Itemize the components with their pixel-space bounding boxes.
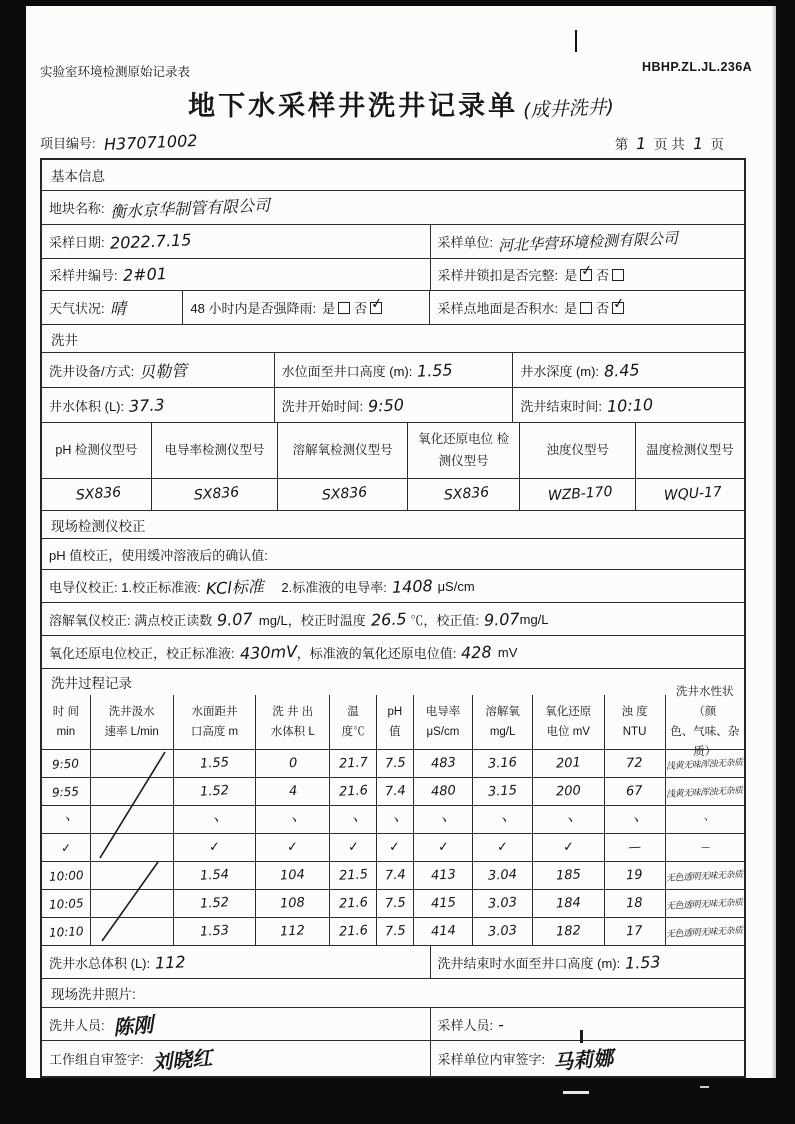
page-post: 页: [710, 137, 724, 152]
instrument-value-1: SX836: [151, 479, 277, 510]
lock-cell: [430, 259, 744, 290]
process-cell-r1-c0: 9:55: [52, 783, 80, 800]
process-cell-r3-c9: —: [604, 834, 665, 861]
well-volume-label: 井水体积 (L):: [49, 398, 125, 414]
row-basic-section: [42, 160, 744, 190]
process-header-1: 洗井汲水 速率 L/min: [90, 695, 173, 749]
process-section-title: 洗井过程记录: [51, 676, 132, 691]
process-cell-r5-c0: 10:05: [48, 895, 84, 912]
page-number: 1: [635, 133, 647, 154]
process-cell-r1-c8: 200: [532, 778, 604, 805]
process-header-3: 洗 井 出 水体积 L: [255, 695, 329, 749]
internal-review-signature: 马莉娜: [552, 1045, 615, 1075]
page-count: [613, 133, 726, 153]
process-cell-r5-c6: 415: [413, 890, 473, 917]
do-mid: mg/L，校正时温度: [258, 612, 366, 628]
process-row-3: [42, 833, 744, 861]
process-cell-r0-c4: 21.7: [329, 750, 376, 777]
process-row-1: [42, 777, 744, 805]
process-cell-r6-c2: 1.53: [173, 918, 256, 945]
rain-yes-checkbox: [338, 302, 350, 314]
form-code: HBHP.ZL.JL.236A: [642, 60, 752, 74]
water-head-label: 水位面至井口高度 (m):: [281, 363, 413, 379]
process-cell-r1-c7: 3.15: [472, 778, 532, 805]
record-form: [40, 158, 746, 1078]
process-cell-r3-c5: ✓: [376, 834, 413, 861]
yes-label: 是: [322, 301, 336, 316]
row-volume-times: [42, 387, 744, 422]
process-cell-r1-c2: 1.52: [173, 778, 256, 805]
process-cell-r5-c2: 1.52: [173, 890, 256, 917]
process-cell-r2-c7: 丶: [472, 806, 532, 833]
process-cell-r6-c3: 112: [255, 918, 329, 945]
process-header-row: [42, 685, 744, 759]
cond-value: 1408: [391, 575, 433, 597]
instrument-value-2: SX836: [277, 479, 407, 510]
yes-label: 是: [564, 301, 578, 316]
weather-value: 晴: [109, 298, 127, 319]
row-total-volume: [42, 945, 744, 978]
row-personnel: [42, 1007, 744, 1040]
photo-label: 现场洗井照片:: [51, 987, 136, 1002]
start-time-value: 9:50: [367, 394, 405, 416]
self-review-signature: 刘晓红: [150, 1045, 213, 1075]
instrument-header-0: pH 检测仪型号: [55, 442, 138, 457]
weather-label: 天气状况:: [49, 301, 105, 316]
instrument-header-2: 溶解氧检测仪型号: [277, 423, 407, 478]
page-pre: 第: [614, 137, 629, 152]
process-cell-r3-c2: ✓: [173, 834, 256, 861]
process-body: [42, 749, 744, 945]
row-photo: [42, 978, 744, 1007]
process-row-0: [42, 749, 744, 777]
process-cell-r2-c8: 丶: [532, 806, 604, 833]
process-cell-r4-c8: 185: [532, 862, 604, 889]
row-process-section: [42, 668, 744, 695]
water-head-value: 1.55: [416, 359, 454, 381]
check-mark: ✓: [612, 294, 626, 313]
total-volume-value: 112: [154, 951, 187, 973]
well-volume-cell: [42, 388, 274, 422]
process-cell-r5-c9: 18: [604, 890, 665, 917]
process-cell-r2-c0: 丶: [59, 812, 73, 828]
ponding-no-checkbox: [612, 294, 626, 314]
process-header-8: 氧化还原 电位 mV: [532, 695, 604, 749]
process-cell-r0-c2: 1.55: [173, 750, 256, 777]
process-cell-r2-c2: 丶: [173, 806, 256, 833]
check-mark: ✓: [580, 261, 594, 280]
process-header-9: 浊 度 NTU: [604, 695, 665, 749]
do-unit: mg/L: [519, 611, 549, 627]
do-reading: 9.07: [216, 608, 254, 630]
process-cell-r5-c8: 184: [532, 890, 604, 917]
process-header-7: 溶解氧 mg/L: [472, 695, 532, 749]
wash-section-title: 洗井: [51, 332, 78, 348]
rain-cell: [182, 291, 429, 324]
sampler-label: 采样人员:: [437, 1017, 494, 1033]
water-head-cell: [274, 353, 513, 387]
instrument-value-0: SX836: [75, 484, 122, 504]
row-ph-calibration: [42, 538, 744, 569]
process-cell-r1-c5: 7.4: [376, 778, 413, 805]
instrument-header-1: 电导率检测仪型号: [151, 423, 277, 478]
well-volume-value: 37.3: [128, 394, 166, 416]
process-cell-r4-c2: 1.54: [173, 862, 256, 889]
page-total: 1: [692, 133, 704, 154]
do-mid2: ℃，校正值:: [410, 612, 480, 628]
internal-review-cell: [430, 1041, 744, 1076]
row-do-calibration: [42, 602, 744, 635]
process-cell-r3-c8: ✓: [532, 834, 604, 861]
process-cell-r6-c6: 414: [413, 918, 473, 945]
process-cell-r4-c9: 19: [604, 862, 665, 889]
process-cell-r3-c7: ✓: [472, 834, 532, 861]
process-cell-r5-c4: 21.6: [329, 890, 376, 917]
lock-label: 采样井锁扣是否完整:: [437, 268, 559, 283]
page-mid: 页 共: [654, 137, 685, 152]
process-cell-r0-c5: 7.5: [376, 750, 413, 777]
process-cell-r6-c10: 无色透明无味无杂质: [665, 918, 744, 945]
row-conductivity-calibration: [42, 569, 744, 602]
process-cell-r6-c7: 3.03: [472, 918, 532, 945]
depth-value: 8.45: [603, 359, 641, 381]
process-table: [42, 685, 744, 945]
process-row-4: [42, 861, 744, 889]
process-cell-r6-c9: 17: [604, 918, 665, 945]
total-volume-label: 洗井水总体积 (L):: [49, 955, 151, 971]
conductivity-calibration-cell: [42, 570, 744, 602]
well-number-label: 采样井编号:: [49, 268, 118, 283]
basic-section-title: 基本信息: [51, 169, 105, 184]
process-cell-r6-c8: 182: [532, 918, 604, 945]
process-cell-r3-c1: [90, 834, 173, 861]
process-cell-r2-c9: 丶: [604, 806, 665, 833]
process-header-2: 水面距井 口高度 m: [173, 695, 256, 749]
instrument-header-row: [42, 422, 744, 478]
sampler-signature: -: [497, 1014, 505, 1034]
scan-speck: [563, 1091, 589, 1094]
process-cell-r0-c1: [90, 750, 173, 777]
end-head-label: 洗井结束时水面至井口高度 (m):: [437, 955, 621, 971]
page-title: 地下水采样井洗井记录单: [188, 91, 519, 121]
end-time-cell: [512, 388, 744, 422]
cond-mid: 2.标准液的电导率:: [281, 579, 387, 595]
process-cell-r1-c1: [90, 778, 173, 805]
project-number-value: H37071002: [104, 130, 199, 155]
process-cell-r0-c7: 3.16: [472, 750, 532, 777]
row-weather: [42, 290, 744, 324]
end-head-value: 1.53: [624, 951, 662, 973]
process-cell-r3-c10: —: [665, 834, 744, 861]
row-device: [42, 352, 744, 387]
process-cell-r4-c1: [90, 862, 173, 889]
do-value: 9.07: [483, 608, 521, 630]
date-value: 2022.7.15: [109, 230, 192, 253]
process-cell-r2-c5: 丶: [376, 806, 413, 833]
cond-unit: μS/cm: [437, 578, 475, 594]
internal-review-label: 采样单位内审签字:: [437, 1052, 546, 1067]
process-cell-r4-c3: 104: [255, 862, 329, 889]
ph-calibration-cell: [42, 539, 744, 569]
process-cell-r2-c4: 丶: [329, 806, 376, 833]
orp-unit: mV: [497, 644, 518, 660]
row-signatures: [42, 1040, 744, 1076]
unit-value: 河北华营环境检测有限公司: [497, 229, 679, 255]
process-header-4: 温 度℃: [329, 695, 376, 749]
process-cell-r3-c3: ✓: [255, 834, 329, 861]
rain-no-checkbox: [370, 294, 384, 314]
process-cell-r3-c4: ✓: [329, 834, 376, 861]
device-cell: [42, 353, 274, 387]
process-cell-r5-c5: 7.5: [376, 890, 413, 917]
instrument-header-5: 温度检测仪型号: [635, 423, 744, 478]
scan-speck: [700, 1086, 709, 1088]
process-cell-r0-c8: 201: [532, 750, 604, 777]
scan-artifact-tick: [575, 30, 577, 52]
do-pre: 溶解氧仪校正: 满点校正读数: [49, 612, 213, 628]
instrument-header-3: 氧化还原电位 检测仪型号: [407, 423, 519, 478]
start-time-cell: [274, 388, 513, 422]
process-cell-r1-c3: 4: [255, 778, 329, 805]
end-head-cell: [430, 946, 744, 978]
process-cell-r2-c1: [90, 806, 173, 833]
process-cell-r0-c0: 9:50: [52, 755, 80, 772]
row-well-lock: [42, 258, 744, 290]
calibration-section-title: 现场检测仪校正: [51, 518, 146, 534]
title-handnote: (成井洗井): [522, 96, 615, 122]
process-cell-r4-c5: 7.4: [376, 862, 413, 889]
process-cell-r0-c6: 483: [413, 750, 473, 777]
process-cell-r2-c6: 丶: [413, 806, 473, 833]
form-name: 实验室环境检测原始记录表: [40, 65, 191, 79]
process-cell-r1-c10: 浅黄无味浑浊无杂质: [665, 778, 744, 805]
sampler-cell: [430, 1008, 744, 1040]
process-row-5: [42, 889, 744, 917]
start-time-label: 洗井开始时间:: [281, 398, 364, 414]
depth-label: 井水深度 (m):: [520, 363, 600, 379]
orp-mid: ，标准液的氧化还原电位值:: [296, 645, 457, 661]
well-number-value: 2#01: [122, 264, 167, 285]
process-cell-r4-c10: 无色透明无味无杂质: [665, 862, 744, 889]
process-cell-r4-c6: 413: [413, 862, 473, 889]
instrument-value-5: WQU-17: [635, 479, 744, 510]
ponding-label: 采样点地面是否积水:: [437, 301, 559, 316]
process-cell-r0-c9: 72: [604, 750, 665, 777]
project-number-label: 项目编号:: [40, 136, 96, 151]
self-review-label: 工作组自审签字:: [49, 1052, 144, 1067]
process-cell-r6-c0: 10:10: [48, 923, 84, 940]
yes-label: 是: [564, 268, 578, 283]
process-cell-r5-c1: [90, 890, 173, 917]
site-cell: [42, 191, 744, 224]
process-cell-r3-c6: ✓: [413, 834, 473, 861]
orp-calibration-cell: [42, 636, 744, 668]
instrument-value-row: [42, 478, 744, 510]
unit-label: 采样单位:: [437, 235, 494, 250]
depth-cell: [512, 353, 744, 387]
process-cell-r6-c5: 7.5: [376, 918, 413, 945]
washer-cell: [42, 1008, 430, 1040]
process-row-2: [42, 805, 744, 833]
row-calibration-section: [42, 510, 744, 538]
title-block: [26, 84, 776, 123]
process-header-10: 洗井水性状（颜 色、气味、杂质）: [665, 695, 744, 749]
instrument-header-4: 浊度仪型号: [519, 423, 635, 478]
no-label: 否: [596, 301, 610, 316]
no-label: 否: [596, 268, 610, 283]
date-cell: [42, 225, 430, 258]
process-cell-r2-c3: 丶: [255, 806, 329, 833]
no-label: 否: [354, 301, 368, 316]
process-header-5: pH 值: [376, 695, 413, 749]
process-cell-r4-c0: 10:00: [48, 867, 84, 884]
instrument-value-4: WZB-170: [519, 479, 635, 510]
process-cell-r3-c0: ✓: [60, 840, 72, 855]
project-number-line: [40, 130, 199, 155]
weather-cell: [42, 291, 182, 324]
rain-label: 48 小时内是否强降雨:: [190, 301, 317, 316]
site-value: 衡水京华制管有限公司: [109, 195, 271, 222]
ponding-yes-checkbox: [580, 302, 592, 314]
lock-no-checkbox: [612, 269, 624, 281]
end-time-label: 洗井结束时间:: [520, 398, 602, 414]
ph-calibration-text: pH 值校正，使用缓冲溶液后的确认值:: [49, 547, 268, 563]
process-header-6: 电导率 μS/cm: [413, 695, 473, 749]
site-label: 地块名称:: [49, 201, 105, 216]
scan-artifact-mark: [580, 1030, 583, 1043]
row-site: [42, 190, 744, 224]
process-cell-r4-c7: 3.04: [472, 862, 532, 889]
process-cell-r6-c4: 21.6: [329, 918, 376, 945]
process-cell-r4-c4: 21.5: [329, 862, 376, 889]
process-cell-r1-c9: 67: [604, 778, 665, 805]
washer-label: 洗井人员:: [49, 1017, 105, 1033]
orp-value: 428: [460, 641, 493, 663]
device-label: 洗井设备/方式:: [49, 363, 135, 379]
process-cell-r5-c7: 3.03: [472, 890, 532, 917]
orp-standard: 430mV: [239, 641, 298, 663]
row-date-unit: [42, 224, 744, 258]
process-cell-r2-c10: 丶: [665, 806, 744, 833]
process-cell-r0-c10: 浅黄无味浑浊无杂质: [665, 750, 744, 777]
do-calibration-cell: [42, 603, 744, 635]
process-cell-r5-c3: 108: [255, 890, 329, 917]
row-wash-section: [42, 324, 744, 352]
self-review-cell: [42, 1041, 430, 1076]
process-cell-r1-c4: 21.6: [329, 778, 376, 805]
process-row-6: [42, 917, 744, 945]
instrument-value-3: SX836: [407, 479, 519, 510]
process-header-0: 时 间 min: [52, 705, 79, 738]
total-volume-cell: [42, 946, 430, 978]
lock-yes-checkbox: [580, 261, 594, 281]
date-label: 采样日期:: [49, 235, 105, 250]
cond-standard-value: KCl标准: [205, 576, 264, 598]
well-number-cell: [42, 259, 430, 290]
unit-cell: [430, 225, 744, 258]
washer-signature: 陈刚: [111, 1011, 154, 1040]
process-cell-r5-c10: 无色透明无味无杂质: [665, 890, 744, 917]
cond-pre: 电导仪校正: 1.校正标准液:: [49, 579, 201, 595]
paper-page: [26, 6, 776, 1078]
check-mark: ✓: [370, 294, 384, 313]
do-temperature: 26.5: [370, 608, 407, 630]
process-cell-r0-c3: 0: [255, 750, 329, 777]
process-cell-r1-c6: 480: [413, 778, 473, 805]
row-orp-calibration: [42, 635, 744, 668]
process-cell-r6-c1: [90, 918, 173, 945]
ponding-cell: [429, 291, 743, 324]
orp-pre: 氧化还原电位校正，校正标准液:: [49, 645, 235, 661]
end-time-value: 10:10: [606, 394, 654, 416]
device-value: 贝勒管: [138, 360, 188, 382]
